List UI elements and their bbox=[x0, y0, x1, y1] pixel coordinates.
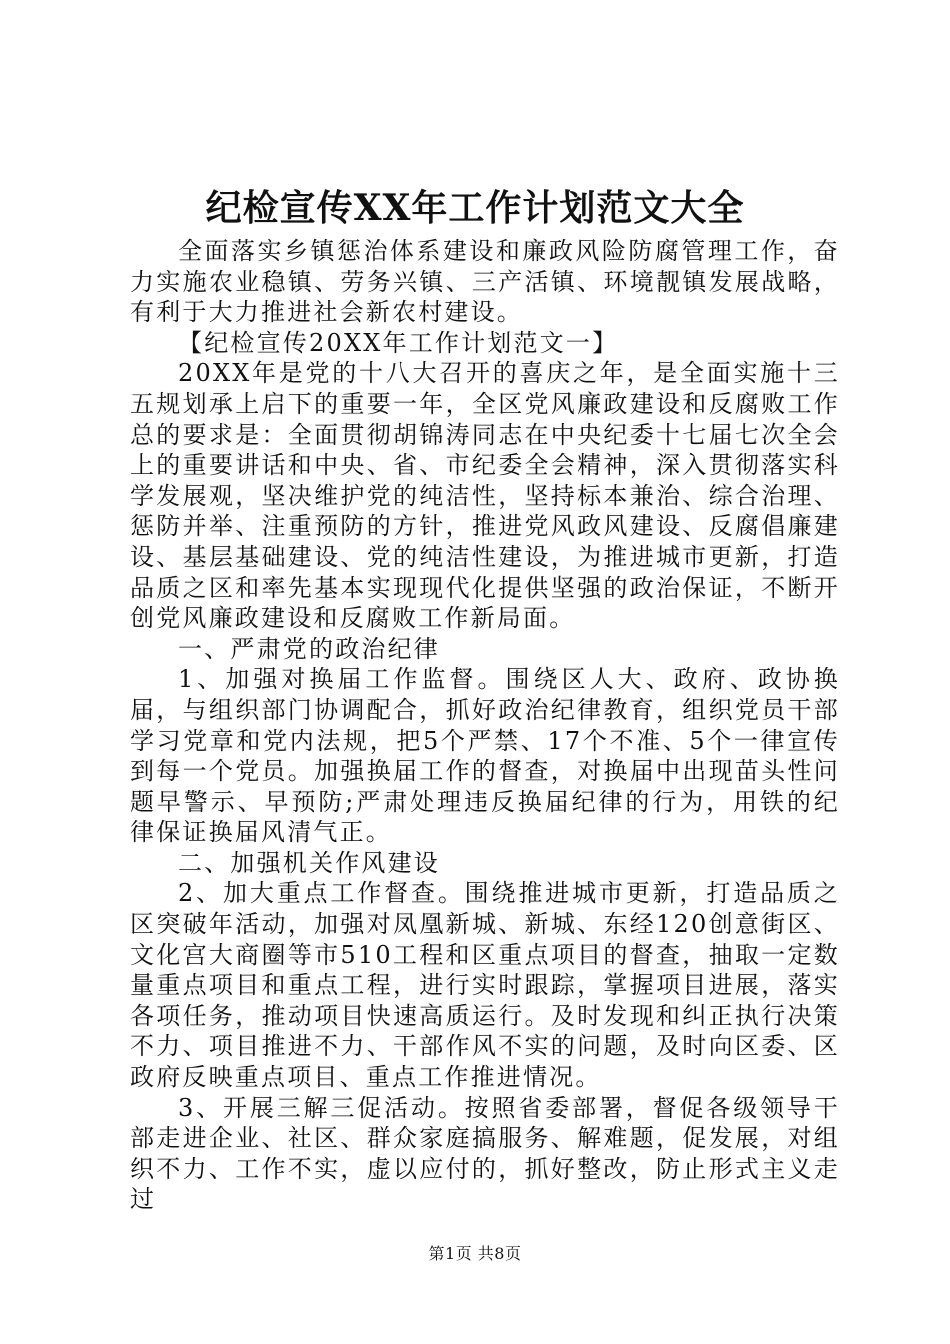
body-paragraph: 3、开展三解三促活动。按照省委部署，督促各级领导干部走进企业、社区、群众家庭搞服务、解难题，促发展，对组织不力、工作不实，虚以应付的，抓好整改，防止形式主义走过 bbox=[130, 1093, 840, 1214]
body-paragraph: 20XX年是党的十八大召开的喜庆之年，是全面实施十三五规划承上启下的重要一年，全区党风廉政建设和反腐败工作总的要求是：全面贯彻胡锦涛同志在中央纪委十七届七次全会上的重要讲话和中央、省、市纪委全会精神，深入贯彻落实科学发展观，坚决维护党的纯洁性，坚持标本兼治、综合治理、惩防并举、注重预防的方针，推进党风政风建设、反腐倡廉建设、基层基础建设、党的纯洁性建设，为推进城市更新，打造品质之区和率先基本实现现代化提供坚强的政治保证，不断开创党风廉政建设和反腐败工作新局面。 bbox=[130, 359, 840, 633]
section-heading-work-style: 二、加强机关作风建设 bbox=[178, 848, 440, 877]
intro-paragraph: 全面落实乡镇惩治体系建设和廉政风险防腐管理工作，奋力实施农业稳镇、劳务兴镇、三产活镇、环境靓镇发展战略，有利于大力推进社会新农村建设。 bbox=[130, 237, 840, 327]
section-heading-plan-one: 【纪检宣传20XX年工作计划范文一】 bbox=[178, 328, 619, 357]
body-paragraph: 2、加大重点工作督查。围绕推进城市更新，打造品质之区突破年活动，加强对凤凰新城、新城、东经120创意街区、文化宫大商圈等市510工程和区重点项目的督查，抽取一定数量重点项目和重点工程，进行实时跟踪，掌握项目进展，落实各项任务，推动项目快速高质运行。及时发现和纠正执行决策不力、项目推进不力、干部作风不实的问题，及时向区委、区政府反映重点项目、重点工作推进情况。 bbox=[130, 879, 840, 1092]
document-title: 纪检宣传XX年工作计划范文大全 bbox=[205, 187, 745, 229]
section-heading-political-discipline: 一、严肃党的政治纪律 bbox=[178, 634, 440, 663]
document-body bbox=[130, 236, 840, 1215]
body-paragraph: 1、加强对换届工作监督。围绕区人大、政府、政协换届，与组织部门协调配合，抓好政治纪律教育，组织党员干部学习党章和党内法规，把5个严禁、17个不准、5个一律宣传到每一个党员。加强换届工作的督查，对换届中出现苗头性问题早警示、早预防;严肃处理违反换届纪律的行为，用铁的纪律保证换届风清气正。 bbox=[130, 665, 840, 847]
page-footer: 第1页 共8页 bbox=[428, 1244, 522, 1263]
